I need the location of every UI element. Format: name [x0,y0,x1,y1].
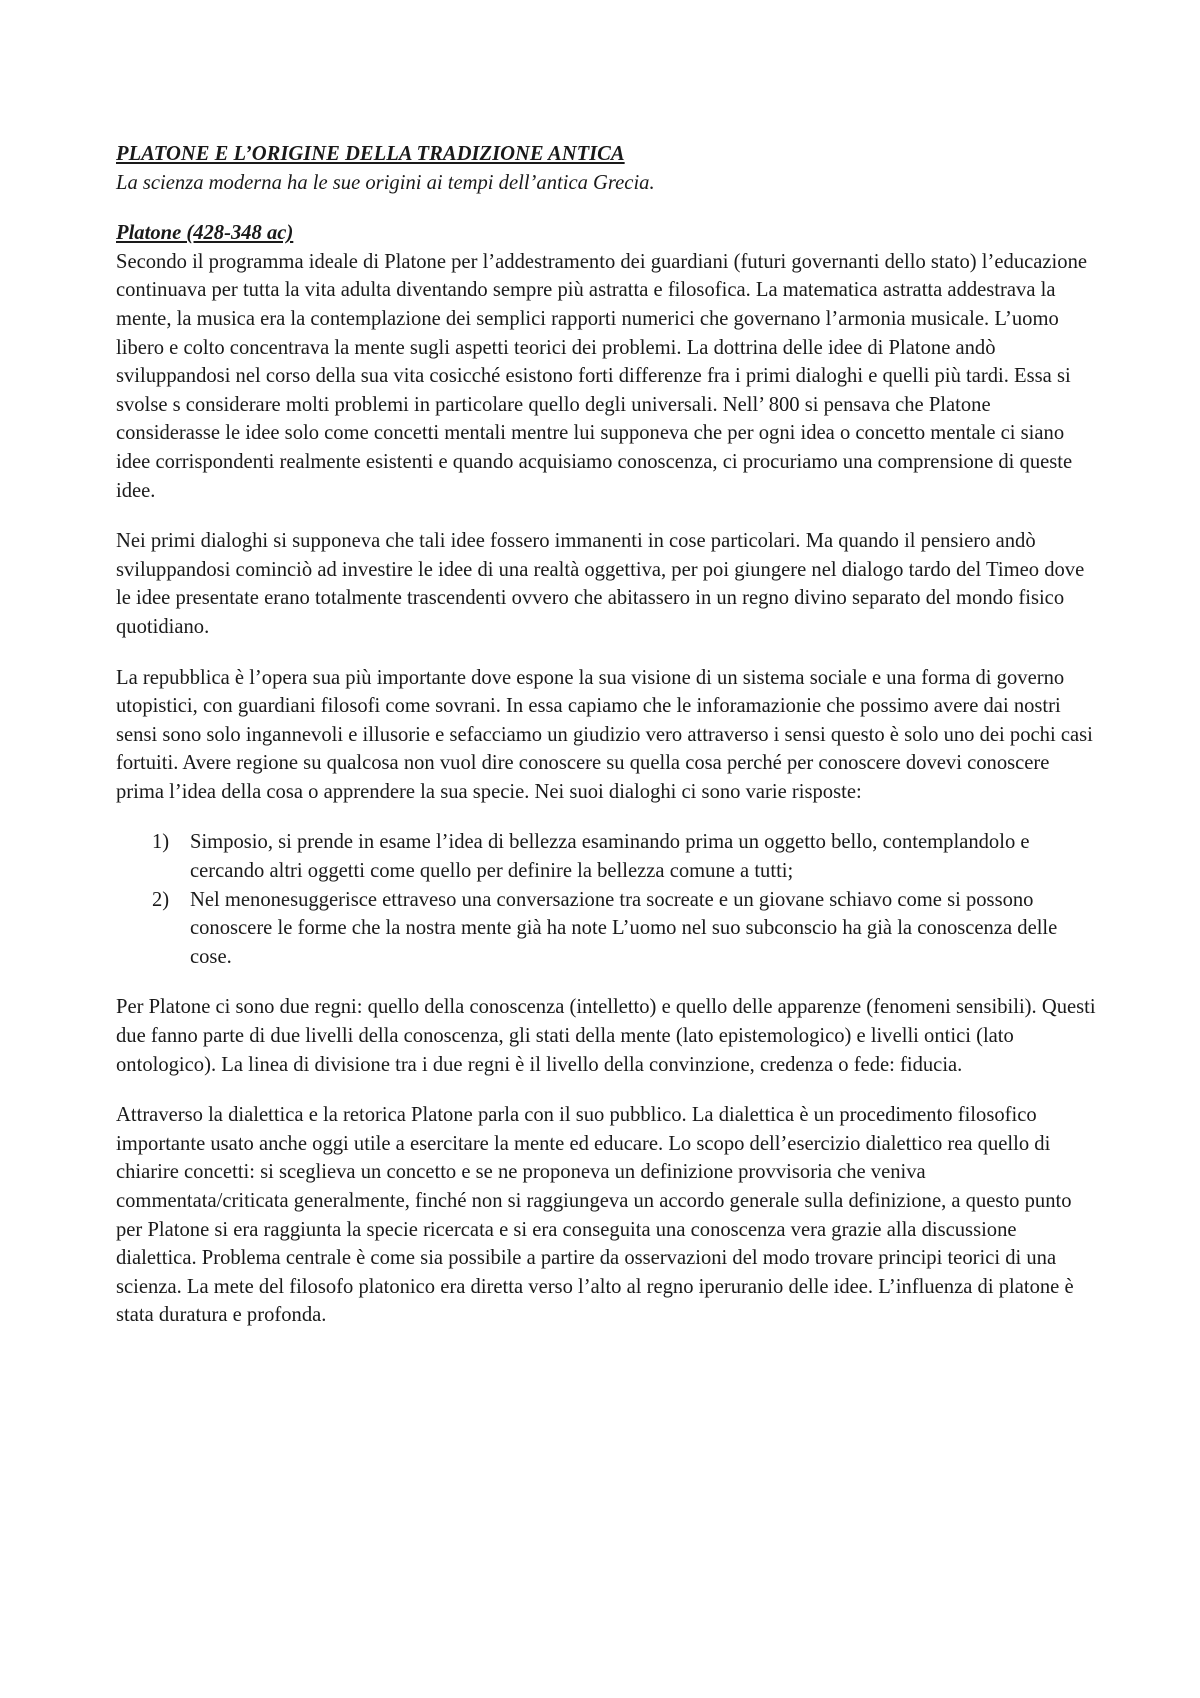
list-item-text: Simposio, si prende in esame l’idea di bellezza esaminando prima un oggetto bello, contemplandolo e cercando altri oggetti come quello per definire la bellezza comune a tutti; [190,831,1030,883]
list-item-number: 2) [152,888,170,911]
paragraph-3: La repubblica è l’opera sua più importante dove espone la sua visione di un sistema sociale e una forma di governo utopistici, con guardiani filosofi come sovrani. In essa capiamo che le inforamazionie che possimo avere dai nostri sensi sono solo ingannevoli e illusorie e sefacciamo un giudizio vero attraverso i sensi questo è solo uno dei pochi casi fortuiti. Avere regione su qualcosa non vuol dire conoscere su quella cosa perché per conoscere dovevi conoscere prima l’idea della cosa o apprendere la sua specie. Nei suoi dialoghi ci sono varie risposte: [116,666,1093,803]
section-heading: Platone (428-348 ac) [116,222,294,245]
list-item [116,828,1096,885]
paragraph-1: Secondo il programma ideale di Platone per l’addestramento dei guardiani (futuri governanti dello stato) l’educazione continuava per tutta la vita adulta diventando sempre più astratta e filosofica. La matematica astratta addestrava la mente, la musica era la contemplazione dei semplici rapporti numerici che governano l’armonia musicale. L’uomo libero e colto concentrava la mente sugli aspetti teorici dei problemi. La dottrina delle idee di Platone andò sviluppandosi nel corso della sua vita cosicché esistono forti differenze fra i primi dialoghi e quelli più tardi. Essa si svolse s considerare molti problemi in particolare quello degli universali. Nell’ 800 si pensava che Platone considerasse le idee solo come concetti mentali mentre lui supponeva che per ogni idea o concetto mentale ci siano idee corrispondenti realmente esistenti e quando acquisiamo conoscenza, ci procuriamo una comprensione di queste idee. [116,250,1088,502]
list-item-text: Nel menonesuggerisce ettraveso una conversazione tra socreate e un giovane schiavo come si possono conoscere le forme che la nostra mente già ha note L’uomo nel suo subconscio ha già la conoscenza delle cose. [190,888,1058,968]
paragraph-5: Attraverso la dialettica e la retorica Platone parla con il suo pubblico. La dialettica è un procedimento filosofico importante usato anche oggi utile a esercitare la mente ed educare. Lo scopo dell’esercizio dialettico rea quello di chiarire concetti: si sceglieva un concetto e se ne proponeva un definizione provvisoria che veniva commentata/criticata generalmente, finché non si raggiungeva un accordo generale sulla definizione, a questo punto per Platone si era raggiunta la specie ricercata e si era conseguita una conoscenza vera grazie alla discussione dialettica. Problema centrale è come sia possibile a partire da osservazioni del modo trovare principi teorici di una scienza. La mete del filosofo platonico era diretta verso l’alto al regno iperuranio delle idee. L’influenza di platone è stata duratura e profonda. [116,1104,1074,1327]
document-title: PLATONE E L’ORIGINE DELLA TRADIZIONE ANTICA [116,143,625,165]
paragraph-4: Per Platone ci sono due regni: quello della conoscenza (intelletto) e quello delle apparenze (fenomeni sensibili). Questi due fanno parte di due livelli della conoscenza, gli stati della mente (lato epistemologico) e livelli ontici (lato ontologico). La linea di divisione tra i due regni è il livello della convinzione, credenza o fede: fiducia. [116,996,1096,1076]
list-item-number: 1) [152,831,170,854]
paragraph-2: Nei primi dialoghi si supponeva che tali idee fossero immanenti in cose particolari. Ma quando il pensiero andò sviluppandosi cominciò ad investire le idee di una realtà oggettiva, per poi giungere nel dialogo tardo del Timeo dove le idee presentate erano totalmente trascendenti ovvero che abitassero in un regno divino separato del mondo fisico quotidiano. [116,530,1085,638]
numbered-list [116,828,1096,971]
document-body [116,140,1096,1330]
list-item [116,886,1096,972]
document-subtitle: La scienza moderna ha le sue origini ai tempi dell’antica Grecia. [116,171,655,194]
